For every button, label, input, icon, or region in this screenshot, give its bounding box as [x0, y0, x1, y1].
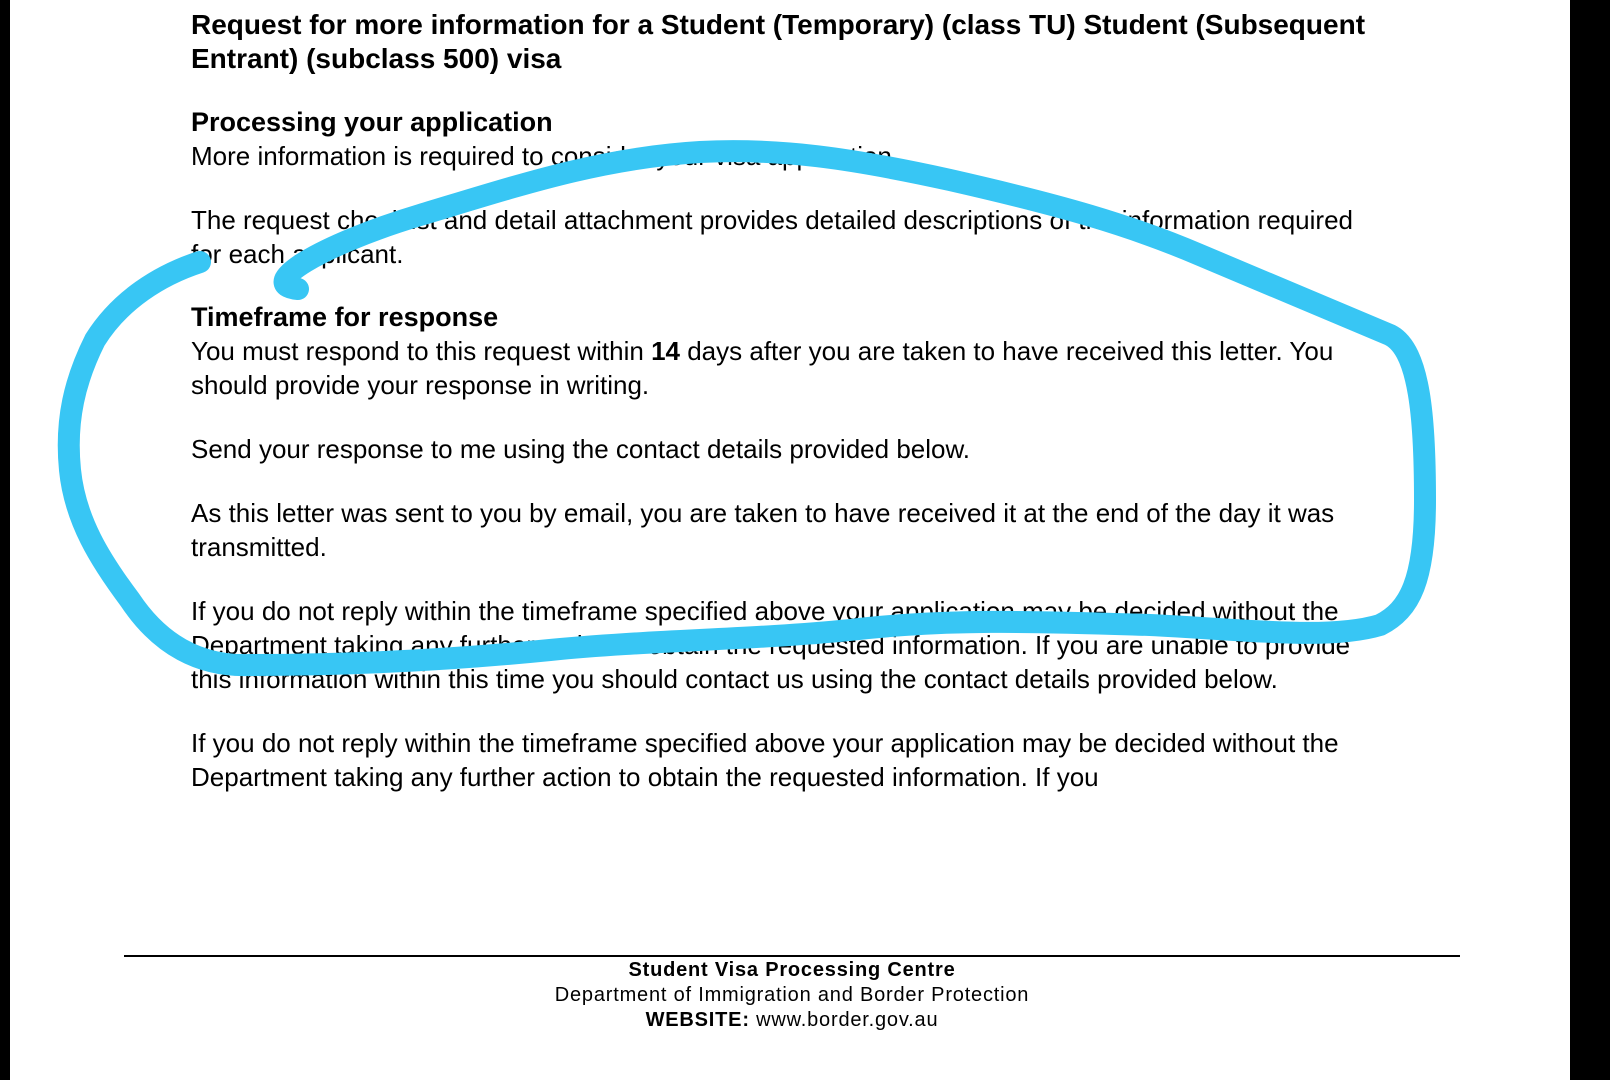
timeframe-section [191, 301, 1381, 794]
footer-website [124, 1008, 1460, 1033]
timeframe-paragraph-3: As this letter was sent to you by email, you are taken to have received it at the end of the day it was transmitted. [191, 498, 1335, 562]
footer-dept: Department of Immigration and Border Protection [554, 984, 1030, 1006]
timeframe-p1-before: You must respond to this request within [191, 336, 652, 366]
timeframe-paragraph-1 [191, 334, 1381, 402]
processing-section [191, 106, 1381, 271]
processing-paragraph-2: The request checklist and detail attachment provides detailed descriptions of the information required for each applicant. [191, 205, 1353, 269]
footer-website-label: WEBSITE: [645, 1009, 750, 1031]
timeframe-heading: Timeframe for response [191, 302, 499, 332]
footer-org: Student Visa Processing Centre [628, 959, 956, 981]
document-body [191, 8, 1381, 794]
processing-heading: Processing your application [191, 107, 553, 137]
timeframe-paragraph-5: If you do not reply within the timeframe specified above your application may be decided without the Department taking any further action to obtain the requested information. If you [191, 728, 1339, 792]
document-page [10, 0, 1570, 1080]
timeframe-paragraph-4: If you do not reply within the timeframe specified above your application may be decided without the Department taking any further action to obtain the requested information. If you are unable to provide this information within this time you should contact us using the contact details provided below. [191, 596, 1351, 694]
document-title: Request for more information for a Student (Temporary) (class TU) Student (Subsequent Entrant) (subclass 500) visa [191, 9, 1366, 74]
timeframe-paragraph-2: Send your response to me using the contact details provided below. [191, 434, 971, 464]
processing-paragraph-1: More information is required to consider your visa application. [191, 141, 900, 171]
footer [124, 958, 1460, 1033]
footer-website-url: www.border.gov.au [749, 1009, 939, 1031]
response-days: 14 [651, 336, 680, 366]
timeframe-p1-after: days after you are taken to have received this letter. You should provide your response in writing. [191, 336, 1334, 400]
footer-divider [124, 955, 1460, 957]
